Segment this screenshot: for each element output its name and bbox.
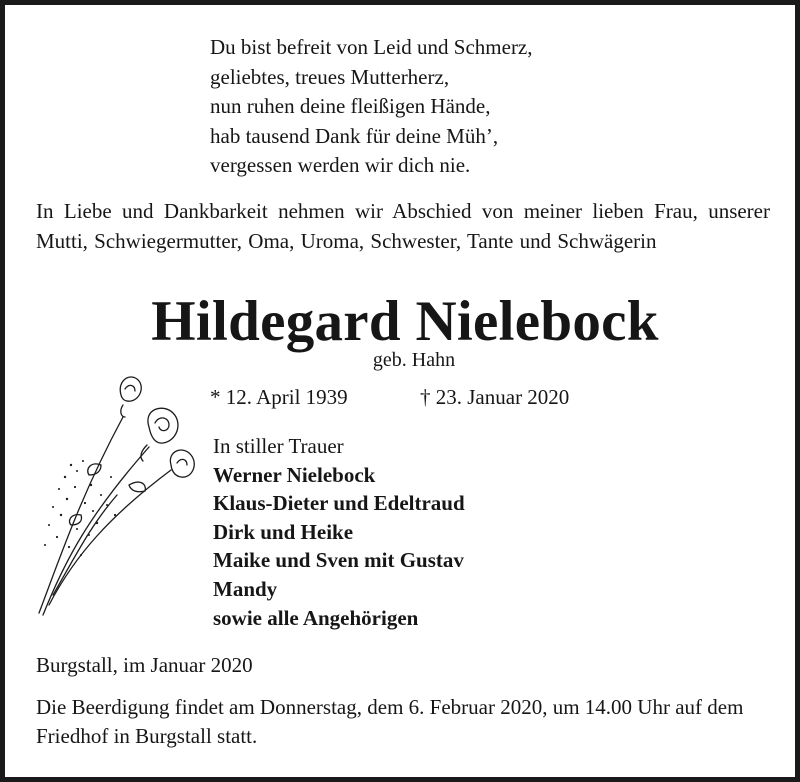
mourner: Mandy [213,576,278,601]
funeral-info: Die Beerdigung findet am Donnerstag, dem 6. Februar 2020, um 14.00 Uhr auf dem Friedhof in Burgstall statt. [36,695,744,748]
poem-line: hab tausend Dank für deine Müh’, [210,123,499,148]
place-date: Burgstall, im Januar 2020 [36,653,253,677]
mourner: Maike und Sven mit Gustav [213,548,464,573]
mourner: Klaus-Dieter und Edeltraud [213,491,465,516]
rose-bouquet-icon [31,365,201,625]
poem-line: geliebtes, treues Mutterherz, [210,64,450,89]
birth-date: * 12. April 1939 [210,385,348,409]
mourning-heading: In stiller Trauer [213,434,344,458]
intro-text: In Liebe und Dankbarkeit nehmen wir Abschied von meiner lieben Frau, unserer Mutti, Schwiegermutter, Oma, Uroma, Schwester, Tante und Schwägerin [36,199,770,253]
poem-line: nun ruhen deine fleißigen Hände, [210,94,491,118]
maiden-name: geb. Hahn [372,349,456,371]
poem-line: vergessen werden wir dich nie. [210,153,471,177]
mourners-list [213,432,465,632]
deceased-name: Hildegard Nielebock [151,290,659,353]
poem-line: Du bist befreit von Leid und Schmerz, [210,35,533,59]
death-date: † 23. Januar 2020 [420,385,570,409]
mourner: sowie alle Angehörigen [213,605,419,630]
mourner: Werner Nielebock [213,462,376,487]
poem [210,33,533,181]
life-dates [210,383,570,411]
mourner: Dirk und Heike [213,519,354,544]
